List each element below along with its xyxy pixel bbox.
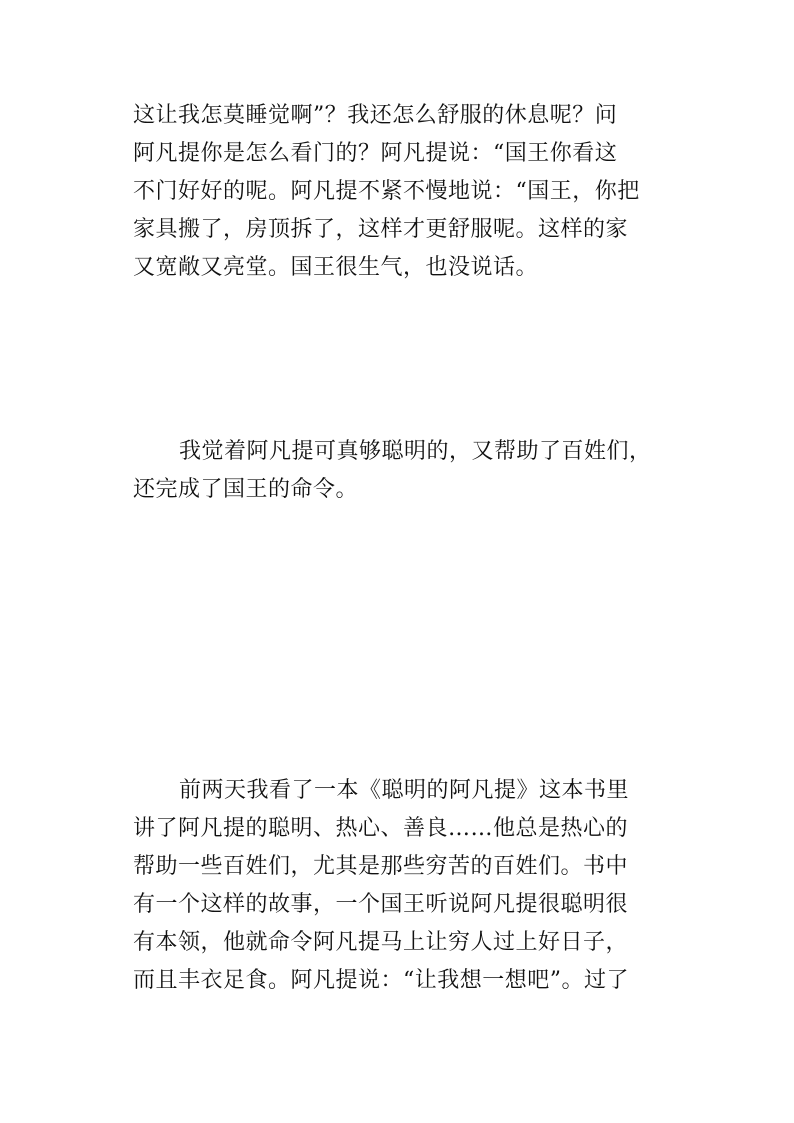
text-line: 有一个这样的故事，一个国王听说阿凡提很聪明很 <box>133 892 629 917</box>
text-line: 又宽敞又亮堂。国王很生气，也没说话。 <box>133 255 539 280</box>
text-line: 家具搬了，房顶拆了，这样才更舒服呢。这样的家 <box>133 217 629 242</box>
paragraph-continuation <box>133 97 673 287</box>
text-line: 讲了阿凡提的聪明、热心、善良……他总是热心的 <box>133 816 629 841</box>
text-line: 有本领，他就命令阿凡提马上让穷人过上好日子， <box>133 930 629 955</box>
text-line: 这让我怎莫睡觉啊”？我还怎么舒服的休息呢？问 <box>133 103 618 128</box>
text-line: 不门好好的呢。阿凡提不紧不慢地说：“国王，你把 <box>133 179 640 204</box>
text-line: 我觉着阿凡提可真够聪明的，又帮助了百姓们， <box>179 439 652 464</box>
paragraph-story <box>133 772 673 1000</box>
text-line: 帮助一些百姓们，尤其是那些穷苦的百姓们。书中 <box>133 854 629 879</box>
text-line: 前两天我看了一本《聪明的阿凡提》这本书里 <box>179 778 630 803</box>
text-line: 而且丰衣足食。阿凡提说：“让我想一想吧”。过了 <box>133 968 629 993</box>
paragraph-reflection <box>133 433 673 509</box>
text-line: 还完成了国王的命令。 <box>133 477 359 502</box>
text-line: 阿凡提你是怎么看门的？阿凡提说：“国王你看这 <box>133 141 618 166</box>
